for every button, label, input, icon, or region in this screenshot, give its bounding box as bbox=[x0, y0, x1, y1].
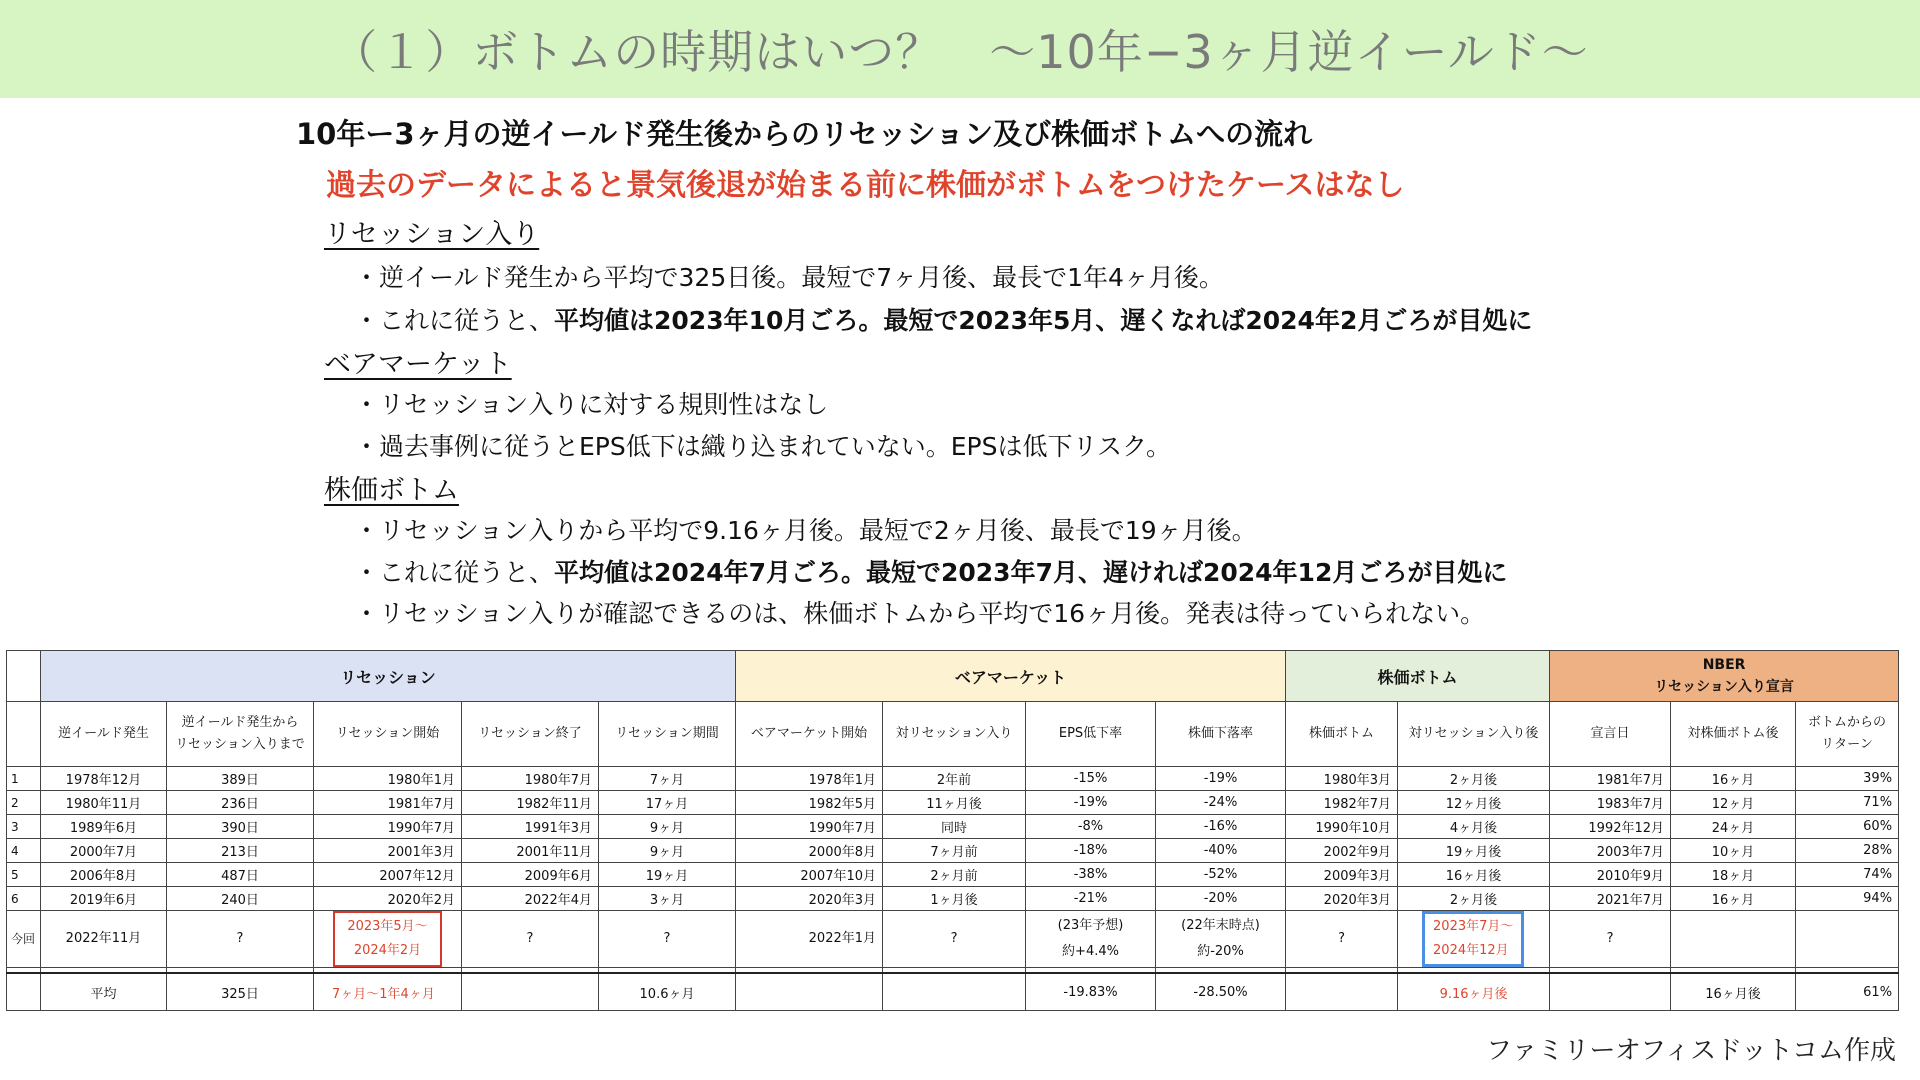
section-title-bear-market: ベアマーケット bbox=[324, 349, 512, 380]
table-cell: 9ヶ月 bbox=[599, 839, 736, 863]
table-cell: -19% bbox=[1026, 791, 1156, 815]
cell-avg-after-rec: 9.16ヶ月後 bbox=[1398, 973, 1550, 1011]
table-cell: 2003年7月 bbox=[1550, 839, 1671, 863]
table-cell: 7ヶ月 bbox=[599, 767, 736, 791]
table-cell: 240日 bbox=[167, 887, 314, 911]
table-cell: 1981年7月 bbox=[1550, 767, 1671, 791]
column-header-11: 対リセッション入り後 bbox=[1398, 702, 1550, 767]
table-cell: 2009年3月 bbox=[1286, 863, 1398, 887]
column-header-14: ボトムからの リターン bbox=[1796, 702, 1899, 767]
table-cell: 17ヶ月 bbox=[599, 791, 736, 815]
cell-avg-stock-bottom bbox=[1286, 973, 1398, 1011]
row-number: 4 bbox=[7, 839, 41, 863]
table-cell: 16ヶ月 bbox=[1671, 887, 1796, 911]
column-header-row bbox=[7, 702, 1899, 767]
table-cell: 2ヶ月後 bbox=[1398, 767, 1550, 791]
data-table-wrap bbox=[6, 650, 1898, 1011]
cell-avg-rec-start: 7ヶ月～1年4ヶ月 bbox=[314, 973, 462, 1011]
bullet-recession-2: ・これに従うと、平均値は2023年10月ごろ。最短で2023年5月、遅くなれば2024年2月ごろが目処に bbox=[354, 306, 1533, 335]
table-cell: 94% bbox=[1796, 887, 1899, 911]
column-header-9: 株価下落率 bbox=[1156, 702, 1286, 767]
column-header-12: 宣言日 bbox=[1550, 702, 1671, 767]
table-cell: -18% bbox=[1026, 839, 1156, 863]
table-cell: 2022年4月 bbox=[462, 887, 599, 911]
cell-current-rec-end: ? bbox=[462, 911, 599, 968]
cell-avg-declared bbox=[1550, 973, 1671, 1011]
table-cell: -19% bbox=[1156, 767, 1286, 791]
highlight-box-stock-bottom bbox=[1422, 911, 1524, 967]
table-cell: 7ヶ月前 bbox=[883, 839, 1026, 863]
table-cell: 19ヶ月後 bbox=[1398, 839, 1550, 863]
cell-current-rec-period: ? bbox=[599, 911, 736, 968]
column-header-6: ベアマーケット開始 bbox=[736, 702, 883, 767]
row-label-current: 今回 bbox=[7, 911, 41, 968]
table-cell: 28% bbox=[1796, 839, 1899, 863]
table-cell: 2019年6月 bbox=[41, 887, 167, 911]
eps-forecast-label: (23年予想) bbox=[1057, 918, 1124, 933]
row-number: 1 bbox=[7, 767, 41, 791]
table-row bbox=[7, 863, 1899, 887]
column-header-13: 対株価ボトム後 bbox=[1671, 702, 1796, 767]
cell-current-rec-start bbox=[314, 911, 462, 968]
table-cell: 1980年11月 bbox=[41, 791, 167, 815]
drop-asof-label: (22年末時点) bbox=[1181, 918, 1260, 933]
title-bar bbox=[0, 0, 1920, 98]
table-cell: 60% bbox=[1796, 815, 1899, 839]
table-cell: 236日 bbox=[167, 791, 314, 815]
table-cell: 2002年9月 bbox=[1286, 839, 1398, 863]
table-cell: 3ヶ月 bbox=[599, 887, 736, 911]
table-cell: 1982年5月 bbox=[736, 791, 883, 815]
column-header-10: 株価ボトム bbox=[1286, 702, 1398, 767]
bullet-recession-1: ・逆イールド発生から平均で325日後。最短で7ヶ月後、最長で1年4ヶ月後。 bbox=[354, 263, 1224, 292]
cell-avg-eps: -19.83% bbox=[1026, 973, 1156, 1011]
table-cell: 16ヶ月後 bbox=[1398, 863, 1550, 887]
column-header-2: 逆イールド発生から リセッション入りまで bbox=[167, 702, 314, 767]
recession-data-table bbox=[6, 650, 1899, 1011]
table-cell: -15% bbox=[1026, 767, 1156, 791]
section-title-recession: リセッション入り bbox=[324, 219, 540, 250]
table-cell: 1982年11月 bbox=[462, 791, 599, 815]
table-row-average bbox=[7, 973, 1899, 1011]
column-header-7: 対リセッション入り bbox=[883, 702, 1026, 767]
column-header-5: リセッション期間 bbox=[599, 702, 736, 767]
highlight-box-recession-start bbox=[333, 911, 441, 967]
table-cell: 1992年12月 bbox=[1550, 815, 1671, 839]
table-cell: 2020年3月 bbox=[1286, 887, 1398, 911]
cell-avg-to-recession: 325日 bbox=[167, 973, 314, 1011]
table-row-current bbox=[7, 911, 1899, 968]
cell-current-declared: ? bbox=[1550, 911, 1671, 968]
table-cell: 4ヶ月後 bbox=[1398, 815, 1550, 839]
table-cell: 1980年1月 bbox=[314, 767, 462, 791]
key-finding: 過去のデータによると景気後退が始まる前に株価がボトムをつけたケースはなし bbox=[326, 168, 1405, 203]
table-cell: 10ヶ月 bbox=[1671, 839, 1796, 863]
after-rec-line2: 2024年12月 bbox=[1433, 943, 1509, 958]
table-cell: 39% bbox=[1796, 767, 1899, 791]
cell-current-after-rec bbox=[1398, 911, 1550, 968]
table-cell: -40% bbox=[1156, 839, 1286, 863]
bullet-bear-2: ・過去事例に従うとEPS低下は織り込まれていない。EPSは低下リスク。 bbox=[354, 432, 1171, 461]
column-header-4: リセッション終了 bbox=[462, 702, 599, 767]
table-cell: 18ヶ月 bbox=[1671, 863, 1796, 887]
group-stock-bottom: 株価ボトム bbox=[1286, 651, 1550, 702]
table-cell: -21% bbox=[1026, 887, 1156, 911]
table-cell: -38% bbox=[1026, 863, 1156, 887]
table-cell: 74% bbox=[1796, 863, 1899, 887]
row-number: 3 bbox=[7, 815, 41, 839]
cell-current-stock-bottom: ? bbox=[1286, 911, 1398, 968]
table-cell: 2ヶ月前 bbox=[883, 863, 1026, 887]
table-cell: 11ヶ月後 bbox=[883, 791, 1026, 815]
cell-current-inverted: 2022年11月 bbox=[41, 911, 167, 968]
cell-avg-bear-start bbox=[736, 973, 883, 1011]
cell-current-return bbox=[1796, 911, 1899, 968]
cell-avg-return: 61% bbox=[1796, 973, 1899, 1011]
cell-avg-drop: -28.50% bbox=[1156, 973, 1286, 1011]
bullet-stock-3: ・リセッション入りが確認できるのは、株価ボトムから平均で16ヶ月後。発表は待っていられない。 bbox=[354, 599, 1486, 628]
table-cell: 71% bbox=[1796, 791, 1899, 815]
rec-start-line2: 2024年2月 bbox=[353, 943, 422, 958]
column-header-8: EPS低下率 bbox=[1026, 702, 1156, 767]
table-cell: 2020年2月 bbox=[314, 887, 462, 911]
cell-current-vs-rec: ? bbox=[883, 911, 1026, 968]
column-header-num bbox=[7, 702, 41, 767]
table-cell: 2020年3月 bbox=[736, 887, 883, 911]
table-cell: 12ヶ月後 bbox=[1398, 791, 1550, 815]
table-cell: -20% bbox=[1156, 887, 1286, 911]
table-cell: 1991年3月 bbox=[462, 815, 599, 839]
table-cell: 1981年7月 bbox=[314, 791, 462, 815]
table-cell: 1983年7月 bbox=[1550, 791, 1671, 815]
cell-current-bear-start: 2022年1月 bbox=[736, 911, 883, 968]
table-cell: 16ヶ月 bbox=[1671, 767, 1796, 791]
group-bear-market: ベアマーケット bbox=[736, 651, 1286, 702]
bullet-stock-1: ・リセッション入りから平均で9.16ヶ月後。最短で2ヶ月後、最長で19ヶ月後。 bbox=[354, 516, 1257, 545]
table-cell: 2021年7月 bbox=[1550, 887, 1671, 911]
cell-current-drop bbox=[1156, 911, 1286, 968]
table-cell: 1978年12月 bbox=[41, 767, 167, 791]
cell-avg-vs-rec bbox=[883, 973, 1026, 1011]
table-cell: 同時 bbox=[883, 815, 1026, 839]
table-cell: 1990年7月 bbox=[314, 815, 462, 839]
table-cell: 213日 bbox=[167, 839, 314, 863]
group-header-row bbox=[7, 651, 1899, 702]
section-title-stock-bottom: 株価ボトム bbox=[324, 475, 459, 506]
group-nber bbox=[1550, 651, 1899, 702]
corner-cell bbox=[7, 651, 41, 702]
cell-avg-rec-end bbox=[462, 973, 599, 1011]
table-cell: 1990年7月 bbox=[736, 815, 883, 839]
group-nber-line1: NBER bbox=[1702, 657, 1746, 673]
footer-credit: ファミリーオフィスドットコム作成 bbox=[1485, 1036, 1896, 1066]
table-cell: 2000年7月 bbox=[41, 839, 167, 863]
row-number: 5 bbox=[7, 863, 41, 887]
table-cell: 1989年6月 bbox=[41, 815, 167, 839]
page-title: （１）ボトムの時期はいつ？ ～10年−3ヶ月逆イールド～ bbox=[331, 25, 1589, 79]
table-cell: 1ヶ月後 bbox=[883, 887, 1026, 911]
table-cell: 1978年1月 bbox=[736, 767, 883, 791]
table-cell: 389日 bbox=[167, 767, 314, 791]
table-cell: 2001年3月 bbox=[314, 839, 462, 863]
table-cell: 390日 bbox=[167, 815, 314, 839]
table-cell: 2000年8月 bbox=[736, 839, 883, 863]
after-rec-line1: 2023年7月～ bbox=[1433, 919, 1514, 934]
main-heading: 10年ー3ヶ月の逆イールド発生後からのリセッション及び株価ボトムへの流れ bbox=[296, 117, 1313, 151]
table-cell: 1982年7月 bbox=[1286, 791, 1398, 815]
table-row bbox=[7, 791, 1899, 815]
rec-start-line1: 2023年5月～ bbox=[347, 919, 428, 934]
table-cell: 1990年10月 bbox=[1286, 815, 1398, 839]
row-number: 6 bbox=[7, 887, 41, 911]
table-cell: 2010年9月 bbox=[1550, 863, 1671, 887]
table-cell: 24ヶ月 bbox=[1671, 815, 1796, 839]
drop-asof-value: 約-20% bbox=[1197, 944, 1244, 959]
table-cell: 2006年8月 bbox=[41, 863, 167, 887]
bullet-bear-1: ・リセッション入りに対する規則性はなし bbox=[354, 390, 829, 419]
table-cell: 2007年10月 bbox=[736, 863, 883, 887]
table-cell: 487日 bbox=[167, 863, 314, 887]
table-cell: 9ヶ月 bbox=[599, 815, 736, 839]
column-header-1: 逆イールド発生 bbox=[41, 702, 167, 767]
table-cell: 2007年12月 bbox=[314, 863, 462, 887]
data-rows bbox=[7, 767, 1899, 911]
cell-current-to-recession: ? bbox=[167, 911, 314, 968]
table-cell: -52% bbox=[1156, 863, 1286, 887]
table-cell: 2ヶ月後 bbox=[1398, 887, 1550, 911]
table-cell: 2年前 bbox=[883, 767, 1026, 791]
table-row bbox=[7, 887, 1899, 911]
row-label-average: 平均 bbox=[41, 973, 167, 1011]
table-cell: 19ヶ月 bbox=[599, 863, 736, 887]
table-cell: 1980年7月 bbox=[462, 767, 599, 791]
table-row bbox=[7, 815, 1899, 839]
avg-num-cell bbox=[7, 973, 41, 1011]
cell-avg-rec-period: 10.6ヶ月 bbox=[599, 973, 736, 1011]
cell-current-eps bbox=[1026, 911, 1156, 968]
table-cell: 2009年6月 bbox=[462, 863, 599, 887]
table-cell: 1980年3月 bbox=[1286, 767, 1398, 791]
table-cell: 12ヶ月 bbox=[1671, 791, 1796, 815]
table-row bbox=[7, 767, 1899, 791]
table-cell: -16% bbox=[1156, 815, 1286, 839]
table-row bbox=[7, 839, 1899, 863]
group-recession: リセッション bbox=[41, 651, 736, 702]
table-cell: -24% bbox=[1156, 791, 1286, 815]
eps-forecast-value: 約+4.4% bbox=[1062, 944, 1119, 959]
table-cell: 2001年11月 bbox=[462, 839, 599, 863]
table-cell: -8% bbox=[1026, 815, 1156, 839]
column-header-3: リセッション開始 bbox=[314, 702, 462, 767]
cell-current-vs-bottom bbox=[1671, 911, 1796, 968]
cell-avg-vs-bottom: 16ヶ月後 bbox=[1671, 973, 1796, 1011]
row-number: 2 bbox=[7, 791, 41, 815]
bullet-stock-2: ・これに従うと、平均値は2024年7月ごろ。最短で2023年7月、遅ければ2024年12月ごろが目処に bbox=[354, 558, 1508, 587]
group-nber-line2: リセッション入り宣言 bbox=[1654, 679, 1794, 695]
